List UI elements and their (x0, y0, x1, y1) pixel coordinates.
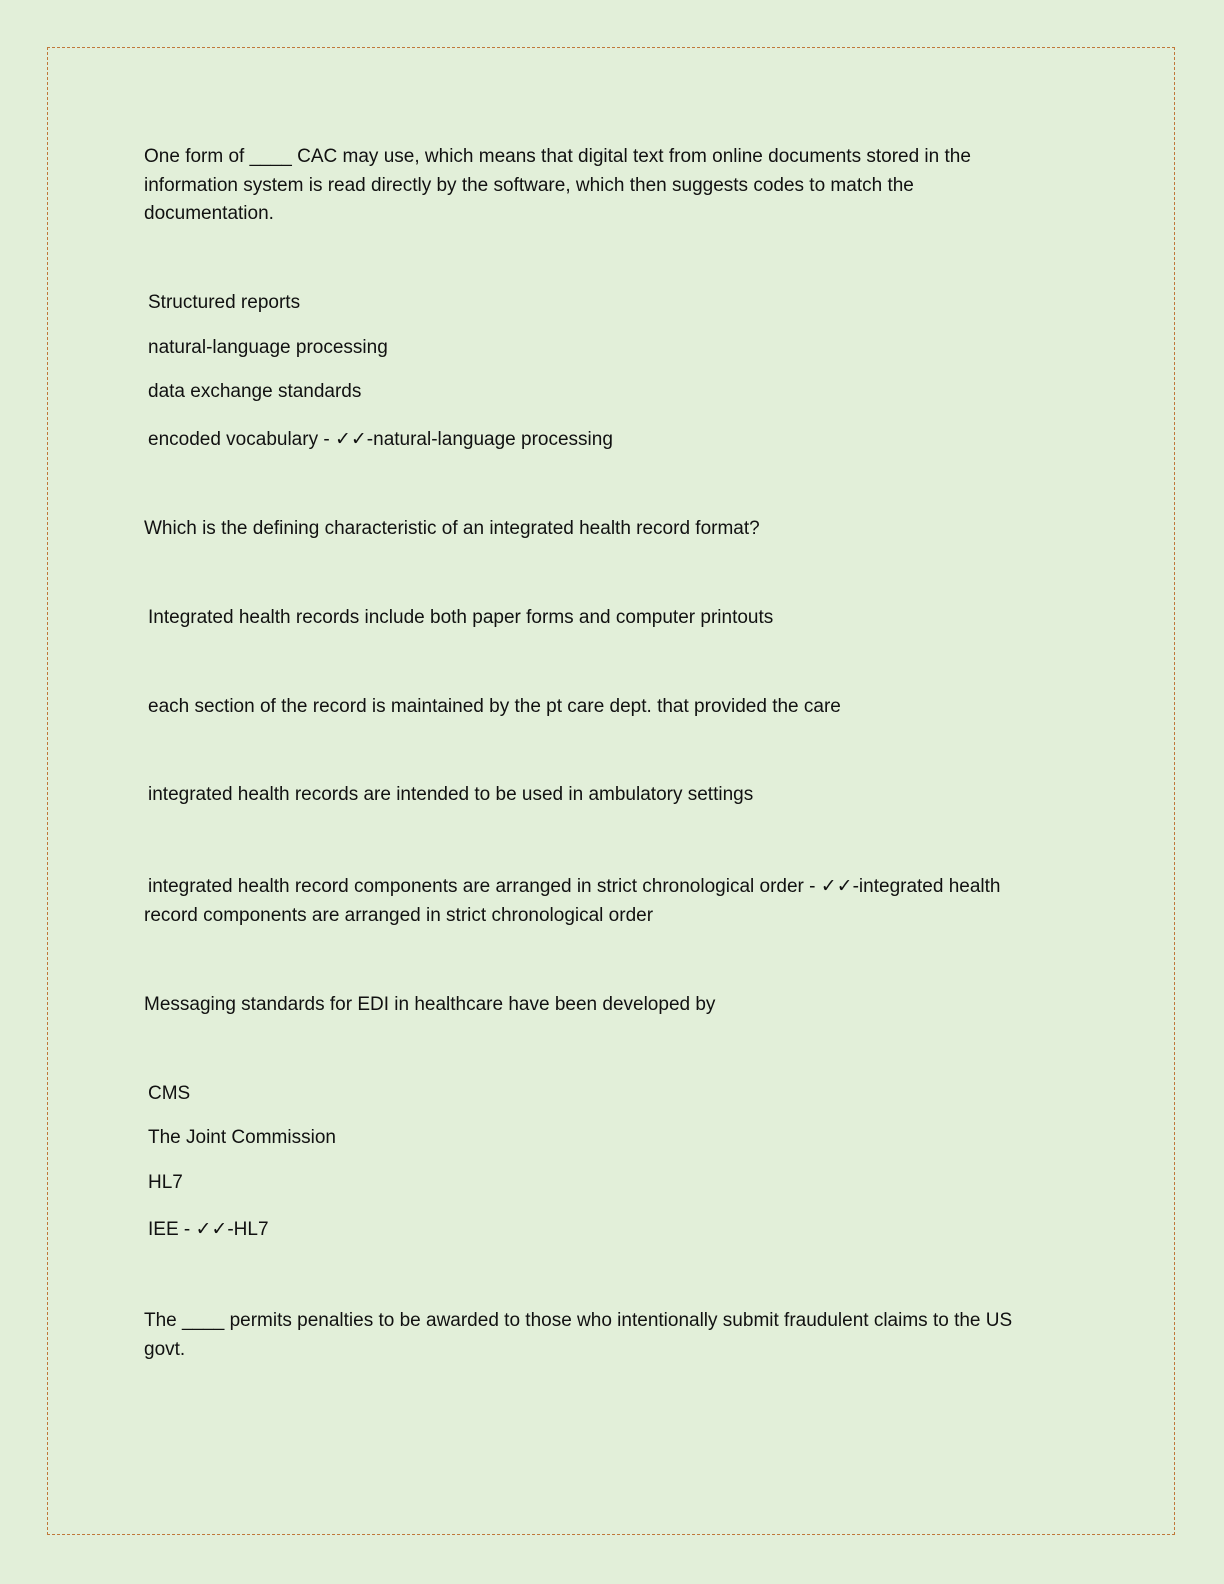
question-1-option-b: natural-language processing (148, 337, 388, 358)
question-3-text: Messaging standards for EDI in healthcare have been developed by (144, 994, 716, 1015)
question-2-option-c: integrated health records are intended to be used in ambulatory settings (148, 784, 754, 805)
check-icon: ✓✓ (195, 1218, 228, 1240)
question-2-option-b: each section of the record is maintained by the pt care dept. that provided the care (148, 696, 841, 717)
check-icon: ✓✓ (334, 428, 367, 450)
question-1-option-d (148, 425, 613, 454)
question-3-option-b: The Joint Commission (148, 1127, 336, 1148)
question-1-line-3: documentation. (144, 203, 274, 224)
question-1-option-c: data exchange standards (148, 381, 362, 402)
question-2-option-a: Integrated health records include both paper forms and computer printouts (148, 607, 774, 628)
question-4-line-1: The ____ permits penalties to be awarded to those who intentionally submit fraudulent claims to the US (144, 1310, 1013, 1331)
check-icon: ✓✓ (820, 875, 853, 897)
question-3-answer: -HL7 (227, 1219, 269, 1240)
question-1-option-a: Structured reports (148, 292, 301, 313)
question-3-option-d-text: IEE - (148, 1219, 196, 1240)
question-2-answer-line-1: -integrated health (852, 876, 1001, 897)
question-4-line-2: govt. (144, 1339, 186, 1360)
question-3-option-a: CMS (148, 1083, 191, 1104)
question-3-option-d (148, 1215, 269, 1244)
question-1-line-2: information system is read directly by the software, which then suggests codes to match the (144, 175, 914, 196)
question-3-option-c: HL7 (148, 1172, 183, 1193)
question-2-option-d-text: integrated health record components are arranged in strict chronological order - (148, 876, 821, 897)
question-1-option-d-text: encoded vocabulary - (148, 429, 335, 450)
question-2-text: Which is the defining characteristic of an integrated health record format? (144, 518, 760, 539)
question-1-answer: -natural-language processing (366, 429, 613, 450)
question-2-answer-line-2: record components are arranged in strict chronological order (144, 905, 654, 926)
question-1-line-1: One form of ____ CAC may use, which means that digital text from online documents stored in the (144, 146, 971, 167)
question-2-option-d (148, 872, 1001, 901)
